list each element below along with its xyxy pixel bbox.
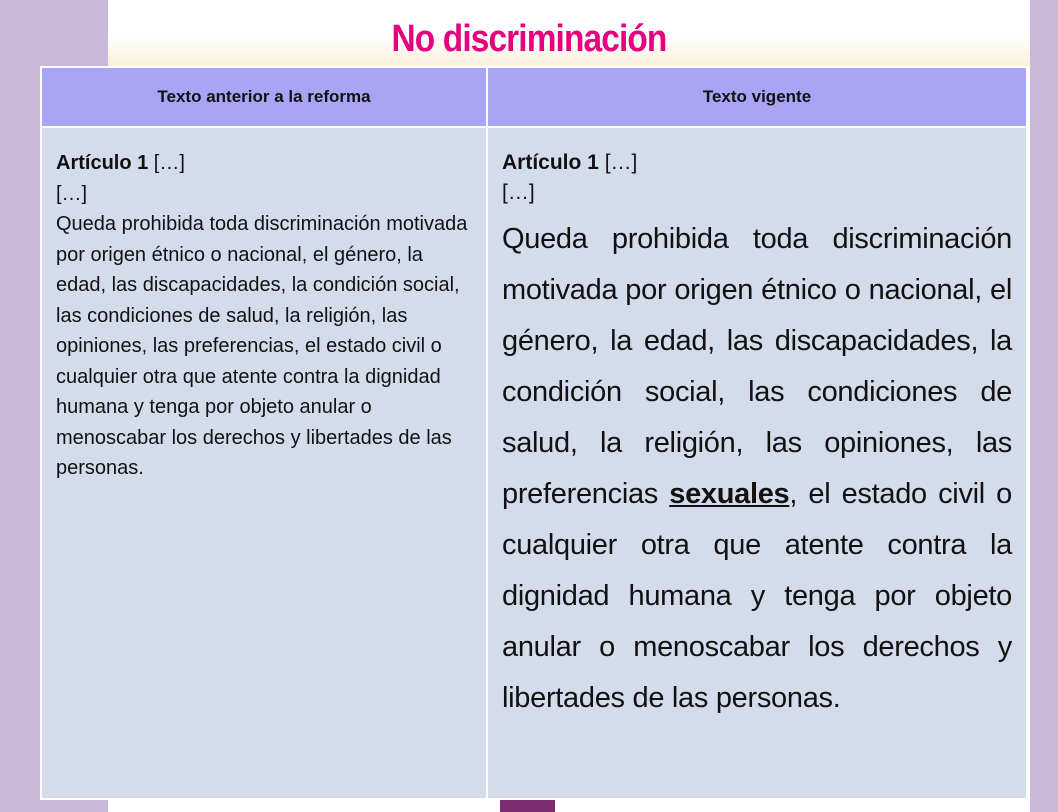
- previous-article-label: Artículo 1: [56, 152, 149, 174]
- slide-title: No discriminación: [391, 18, 667, 60]
- table-header-row: [41, 67, 1027, 127]
- current-ellipsis: […]: [502, 181, 535, 204]
- current-article-suffix: […]: [598, 151, 638, 174]
- right-decorative-stripe: [1030, 0, 1058, 812]
- current-article-label: Artículo 1: [502, 151, 599, 174]
- current-text-cell: [487, 127, 1027, 799]
- comparison-table: [40, 66, 1028, 800]
- current-article-line: [502, 148, 1012, 178]
- current-body-after: , el estado civil o cualquier otra que atente contra la dignidad humana y tenga por objeto anular o menoscabar los derechos y libertades de las personas.: [502, 478, 1013, 714]
- bottom-accent-tab: [500, 798, 555, 812]
- previous-ellipsis: […]: [56, 182, 88, 205]
- table-row: [41, 127, 1027, 799]
- previous-body: Queda prohibida toda discriminación motivada por origen étnico o nacional, el género, la edad, las discapacidades, la condición social, las condiciones de salud, la religión, las opiniones, las preferencias, el estado civil o cualquier otra que atente contra la dignidad humana y tenga por objeto anular o menoscabar los derechos y libertades de las personas.: [56, 213, 468, 479]
- header-previous-text: Texto anterior a la reforma: [41, 67, 487, 127]
- previous-article-suffix: […]: [148, 152, 185, 174]
- current-body-emphasis: sexuales: [669, 478, 790, 510]
- previous-article-line: [56, 148, 474, 179]
- current-body: [502, 214, 1012, 724]
- header-current-text: Texto vigente: [487, 67, 1027, 127]
- previous-text-cell: [41, 127, 487, 799]
- current-body-before: Queda prohibida toda discriminación motivada por origen étnico o nacional, el género, la edad, las discapacidades, la condición social, las condiciones de salud, la religión, las opiniones, las preferencias: [502, 223, 1012, 510]
